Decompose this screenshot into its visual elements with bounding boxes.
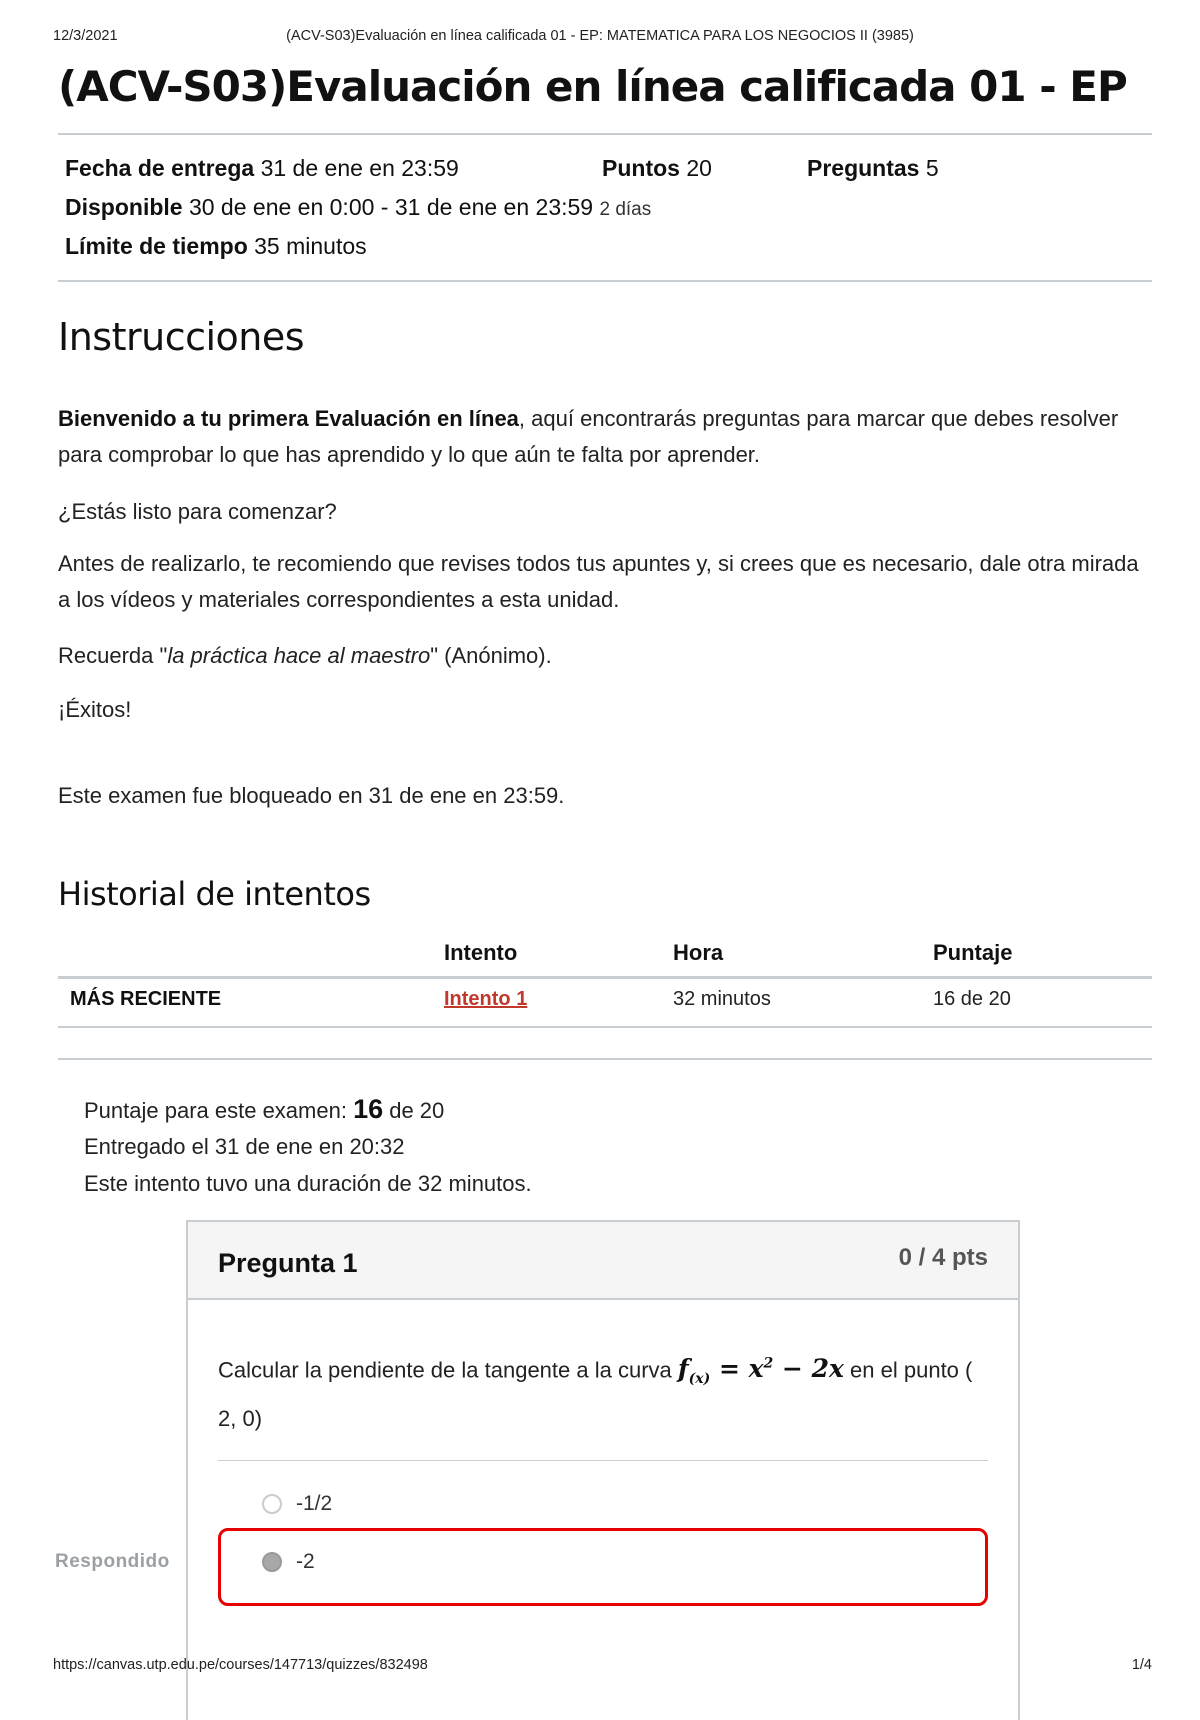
row-time: 32 minutos	[673, 988, 771, 1010]
score-suffix: de 20	[383, 1098, 445, 1123]
question-header	[188, 1222, 1018, 1300]
success-text: ¡Éxitos!	[58, 697, 132, 722]
divider	[58, 133, 1152, 135]
col-attempt: Intento	[444, 940, 518, 965]
remember-quote: la práctica hace al maestro	[167, 643, 431, 668]
answered-label: Respondido	[55, 1551, 170, 1572]
before-paragraph: Antes de realizarlo, te recomiendo que revises todos tus apuntes y, si crees que es necesario, dale otra mirada a los vídeos y materiales correspondientes a esta unidad.	[58, 551, 1139, 612]
time-limit-value: 35 minutos	[254, 233, 367, 259]
submitted-text: Entregado el 31 de ene en 20:32	[84, 1134, 405, 1159]
points	[602, 155, 712, 182]
divider	[58, 280, 1152, 282]
print-page-number: 1/4	[1131, 1657, 1152, 1673]
divider	[58, 1026, 1152, 1028]
duration-text: Este intento tuvo una duración de 32 minutos.	[84, 1171, 532, 1196]
formula-sub: (x)	[688, 1371, 711, 1388]
formula-eq: = x	[710, 1354, 764, 1384]
col-time: Hora	[673, 940, 724, 965]
score-prefix: Puntaje para este examen:	[84, 1098, 354, 1123]
availability	[65, 194, 651, 221]
question-title: Pregunta 1	[218, 1248, 358, 1278]
answer-option-2[interactable]	[218, 1532, 988, 1600]
available-value: 30 de ene en 0:00 - 31 de ene en 23:59	[188, 194, 594, 220]
print-page-title: (ACV-S03)Evaluación en línea calificada 01 - EP: MATEMATICA PARA LOS NEGOCIOS II (3985)	[286, 28, 914, 44]
answer-label: -2	[296, 1550, 315, 1573]
welcome-bold: Bienvenido a tu primera Evaluación en línea	[58, 406, 519, 431]
locked-text: Este examen fue bloqueado en 31 de ene en 23:59.	[58, 783, 565, 808]
due-value: 31 de ene en 23:59	[260, 155, 459, 181]
remember-text	[58, 638, 1153, 674]
formula-sup: 2	[763, 1356, 774, 1372]
answer-label: -1/2	[296, 1492, 333, 1515]
question-points: 0 / 4 pts	[898, 1244, 988, 1271]
question-text-prefix: Calcular la pendiente de la tangente a la curva	[218, 1357, 672, 1383]
points-label: Puntos	[602, 155, 680, 181]
print-url: https://canvas.utp.edu.pe/courses/147713/quizzes/832498	[53, 1657, 428, 1673]
time-limit-label: Límite de tiempo	[65, 233, 248, 259]
radio-selected-icon[interactable]	[262, 1552, 282, 1572]
print-date: 12/3/2021	[53, 28, 118, 44]
table-header-divider	[58, 976, 1152, 979]
divider	[58, 1058, 1152, 1060]
question-text-suffix: en el punto ( 2, 0)	[218, 1357, 973, 1432]
welcome-paragraph	[58, 401, 1153, 473]
formula-rest: − 2x	[773, 1354, 844, 1384]
questions-label: Preguntas	[807, 155, 920, 181]
questions	[807, 155, 939, 182]
ready-text: ¿Estás listo para comenzar?	[58, 499, 337, 524]
question-text	[218, 1344, 988, 1439]
available-days: 2 días	[599, 199, 652, 220]
questions-value: 5	[925, 155, 939, 181]
attempt-link-text[interactable]: Intento 1	[444, 988, 528, 1010]
quiz-score	[84, 1094, 444, 1125]
available-label: Disponible	[65, 194, 183, 220]
remember-suffix: " (Anónimo).	[430, 643, 552, 668]
points-value: 20	[686, 155, 712, 181]
quiz-title: (ACV-S03)Evaluación en línea calificada 01 - EP	[58, 62, 1127, 111]
question-divider	[218, 1460, 988, 1461]
remember-prefix: Recuerda "	[58, 643, 168, 668]
due-date	[65, 155, 459, 182]
attempt-link[interactable]	[444, 988, 527, 1011]
formula-f: f	[677, 1354, 689, 1384]
time-limit	[65, 233, 367, 260]
radio-icon[interactable]	[262, 1494, 282, 1514]
row-label-recent: MÁS RECIENTE	[70, 988, 222, 1010]
score-value: 16	[353, 1094, 384, 1124]
history-heading: Historial de intentos	[58, 875, 371, 913]
welcome-rest: , aquí encontrarás preguntas para marcar que debes resolver para comprobar lo que has aprendido y lo que aún te falta por aprender.	[58, 406, 1119, 467]
question-formula	[677, 1354, 844, 1388]
due-label: Fecha de entrega	[65, 155, 255, 181]
col-score: Puntaje	[933, 940, 1013, 965]
instructions-heading: Instrucciones	[58, 315, 305, 359]
question-card	[186, 1220, 1020, 1720]
row-score: 16 de 20	[933, 988, 1011, 1010]
